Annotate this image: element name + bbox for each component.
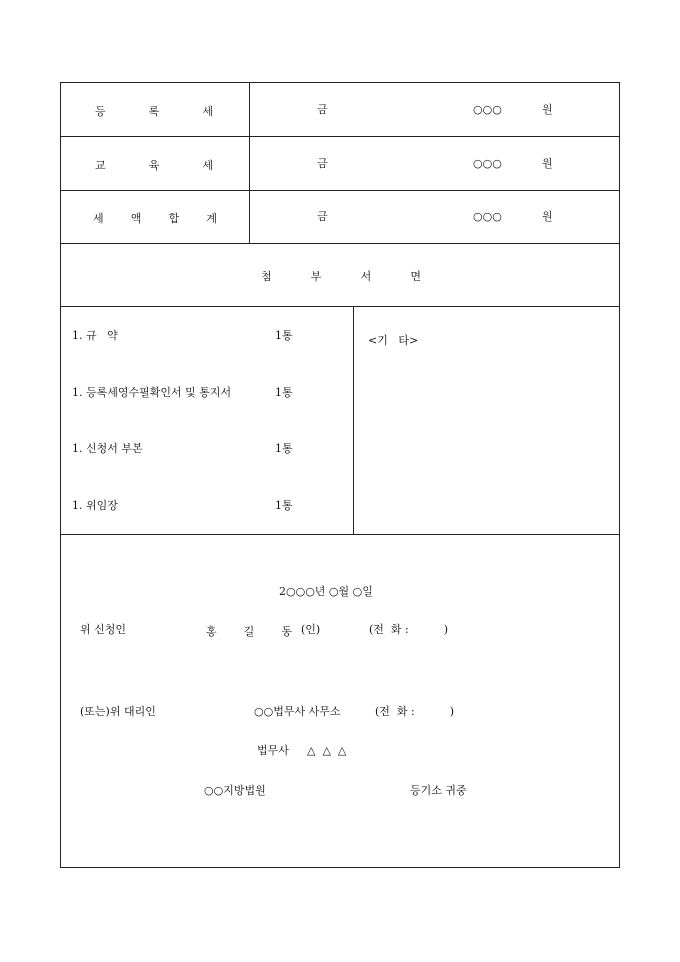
amount-value: ○○○ [473, 157, 502, 170]
application-date: 2○○○년 ○월 ○일 [279, 585, 373, 598]
amount-value: ○○○ [473, 103, 502, 116]
tax-label-char: 교 [95, 159, 106, 172]
tax-label-char: 세 [202, 159, 213, 172]
attachment-item-count: 1통 [275, 442, 293, 455]
applicant-label: 위 신청인 [80, 623, 127, 636]
amount-value: ○○○ [473, 210, 502, 223]
amount-prefix: 금 [317, 103, 328, 116]
tax-label-total [93, 210, 217, 226]
scrivener-name: △ △ △ [307, 744, 347, 757]
tax-label-char: 계 [206, 212, 217, 225]
attachment-item-name: 1. 위임장 [72, 499, 118, 512]
applicant-name [206, 623, 292, 639]
attachment-item-name: 1. 신청서 부본 [72, 442, 143, 455]
row-divider [61, 190, 619, 191]
tax-label-char: 합 [168, 212, 180, 225]
amount-prefix: 금 [317, 210, 328, 223]
heading-char: 부 [310, 270, 322, 283]
amount-unit: 원 [542, 210, 553, 223]
scrivener-title: 법무사 [257, 744, 289, 757]
registration-application-form [60, 82, 620, 868]
tax-label-char: 세 [202, 105, 213, 118]
applicant-seal: (인) [301, 623, 321, 636]
attachment-item-count: 1통 [275, 386, 293, 399]
amount-unit: 원 [542, 157, 553, 170]
other-label: <기 타> [368, 334, 419, 347]
tax-label-education [95, 157, 213, 173]
attachment-item-count: 1통 [275, 329, 293, 342]
row-divider [61, 243, 619, 244]
amount-unit: 원 [542, 103, 553, 116]
tax-label-char: 등 [95, 105, 106, 118]
applicant-name-char: 홍 [206, 625, 217, 638]
applicant-name-char: 길 [243, 625, 255, 638]
row-divider [61, 136, 619, 137]
attachment-item-count: 1통 [275, 499, 293, 512]
tax-label-char: 액 [130, 212, 142, 225]
tax-label-registration [95, 103, 213, 119]
tax-label-char: 세 [93, 212, 104, 225]
applicant-phone: (전 화 : ) [369, 623, 448, 636]
attachments-heading [261, 268, 421, 284]
applicant-name-char: 동 [281, 625, 292, 638]
agent-phone: (전 화 : ) [375, 705, 454, 718]
row-divider [61, 534, 619, 535]
tax-label-char: 록 [148, 105, 160, 118]
heading-char: 면 [410, 270, 421, 283]
attachment-item-name: 1. 규 약 [72, 329, 118, 342]
registry-office: 등기소 귀중 [410, 784, 467, 797]
attachment-item-name: 1. 등록세영수필확인서 및 통지서 [72, 386, 232, 399]
court-name: ○○지방법원 [204, 784, 266, 797]
tax-label-char: 육 [148, 159, 160, 172]
amount-prefix: 금 [317, 157, 328, 170]
column-divider [249, 83, 250, 243]
heading-char: 서 [360, 270, 372, 283]
row-divider [61, 306, 619, 307]
heading-char: 첨 [261, 270, 272, 283]
agent-label: (또는)위 대리인 [80, 705, 156, 718]
agent-office: ○○법무사 사무소 [254, 705, 341, 718]
column-divider [353, 306, 354, 534]
